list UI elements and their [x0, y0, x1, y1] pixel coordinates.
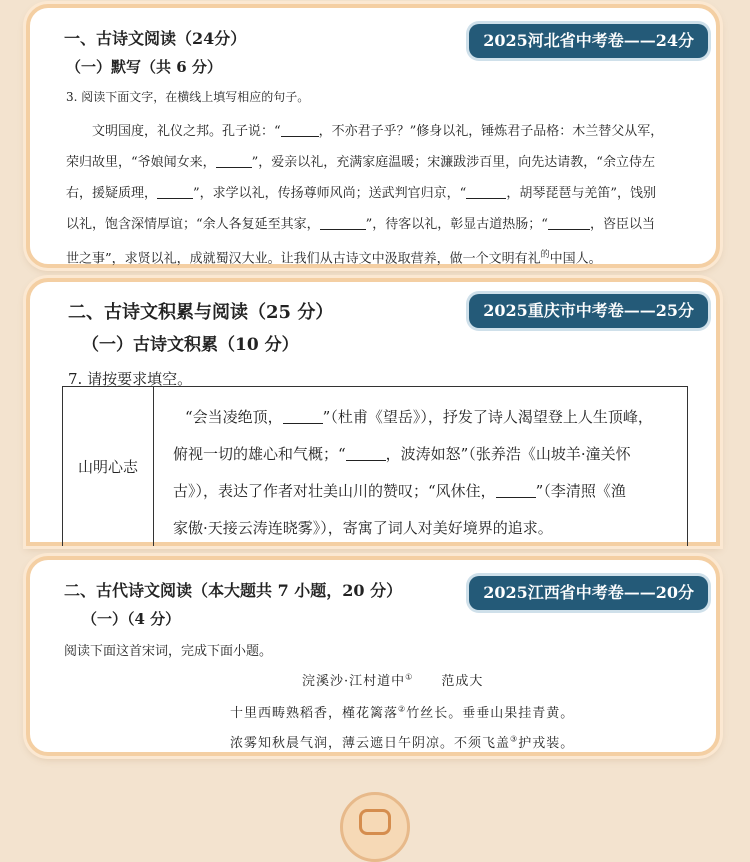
poem-author: 范成大 [441, 674, 484, 689]
fill-blank[interactable] [346, 445, 386, 461]
fill-blank[interactable] [157, 185, 193, 199]
table-line: 家傲·天接云涛连晓雾》），寄寓了词人对美好境界的追求。 [173, 519, 553, 537]
subsection-title: （一）古诗文积累（10 分） [82, 335, 299, 355]
section-title: 一、古诗文阅读（24分） [64, 29, 247, 48]
poem-line: 浓雾知秋晨气润，薄云遮日午阴凉。不须飞盖③护戎装。 [230, 734, 575, 751]
passage-line: 荣归故里，“爷娘闻女来， ”，爱亲以礼，充满家庭温暖；宋濂跋涉百里，向先达请教，“余立侍左 [66, 155, 655, 170]
fill-blank[interactable] [281, 123, 319, 137]
fill-blank[interactable] [496, 482, 536, 498]
question-prompt: 阅读下面这首宋词，完成下面小题。 [64, 644, 273, 659]
table-row-label: 山明心志 [63, 387, 154, 546]
poem-line: 十里西畴熟稻香，槿花篱落②竹丝长。垂垂山果挂青黄。 [230, 704, 575, 721]
exam-card-chongqing [26, 278, 720, 546]
passage-line: 以礼，饱含深情厚谊；“余人各复延至其家， ”，待客以礼，彰显古道热肠；“ ，咨臣以当 [66, 217, 655, 232]
question-prompt: 3. 阅读下面文字，在横线上填写相应的句子。 [66, 90, 310, 104]
table-line: “会当凌绝顶， ”（杜甫《望岳》），抒发了诗人渴望登上人生顶峰， [185, 408, 653, 426]
fill-in-table [62, 386, 688, 546]
fill-blank[interactable] [466, 185, 506, 199]
exam-source-badge: 2025江西省中考卷——20分 [469, 576, 708, 610]
table-line: 俯视一切的雄心和气概；“ ，波涛如怒”（张养浩《山坡羊·潼关怀 [173, 445, 631, 463]
fill-blank[interactable] [548, 216, 590, 230]
section-title: 二、古代诗文阅读（本大题共 7 小题，20 分） [64, 581, 403, 600]
passage-line: 文明国度，礼仪之邦。孔子说：“ ，不亦君子乎？”修身以礼，锤炼君子品格：木兰替父从军， [92, 124, 664, 139]
subsection-title: （一）默写（共 6 分） [66, 58, 222, 76]
passage-line: 右，援疑质理， ”，求学以礼，传扬尊师风尚；送武判官归京，“ ，胡琴琵琶与羌笛”，饯别 [66, 186, 656, 201]
decorative-emblem-icon [340, 792, 410, 862]
exam-source-badge: 2025河北省中考卷——24分 [469, 24, 708, 58]
poem-title: 浣溪沙·江村道中① 范成大 [302, 672, 484, 689]
emblem-mark-icon [359, 809, 391, 835]
exam-card-hebei [26, 4, 720, 268]
fill-blank[interactable] [283, 408, 323, 424]
exam-card-jiangxi [26, 556, 720, 756]
subsection-title: （一）（4 分） [82, 610, 181, 628]
passage-line: 世之事”，求贤以礼，成就蜀汉大业。让我们从古诗文中汲取营养，做一个文明有礼$^的$中国人。 [66, 250, 602, 267]
fill-blank[interactable] [216, 154, 252, 168]
table-line: 古》），表达了作者对壮美山川的赞叹；“风休住， ”（李清照《渔 [173, 482, 626, 500]
fill-blank[interactable] [320, 216, 366, 230]
table-cell-text [173, 399, 679, 547]
question-prompt: 7. 请按要求填空。 [68, 370, 193, 388]
exam-source-badge: 2025重庆市中考卷——25分 [469, 294, 708, 328]
section-title: 二、古诗文积累与阅读（25 分） [68, 302, 334, 323]
passage-text [66, 116, 696, 274]
